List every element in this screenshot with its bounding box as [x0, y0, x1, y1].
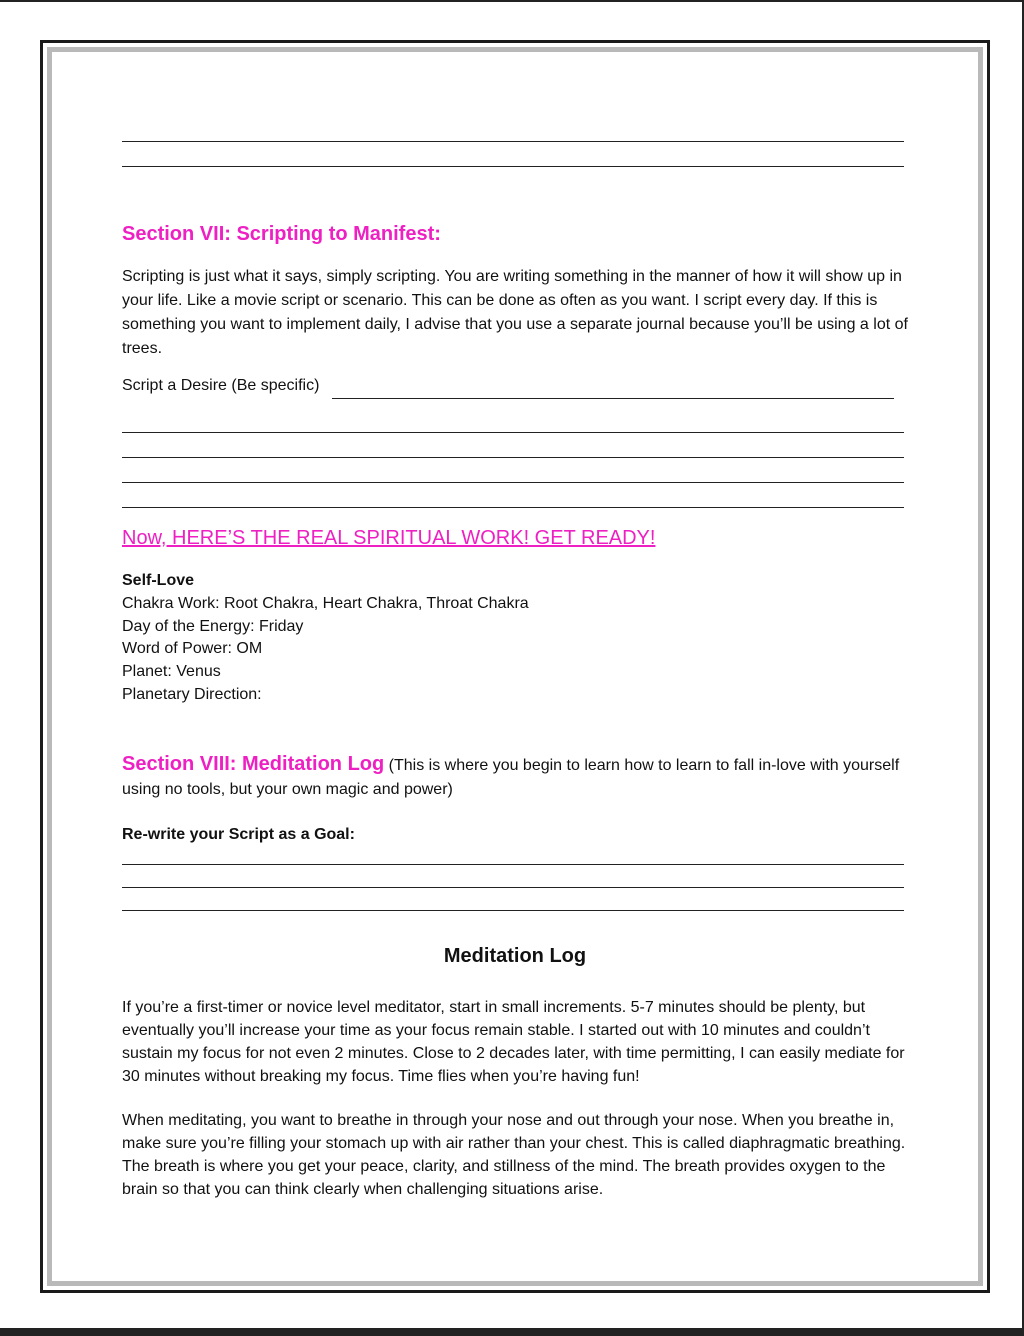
writing-line[interactable] [122, 910, 904, 911]
section-8-heading: Section VIII: Meditation Log [122, 753, 385, 775]
spiritual-work-heading-text: Now, HERE’S THE REAL SPIRITUAL WORK! GET READY! [122, 527, 656, 549]
writing-line[interactable] [122, 457, 904, 458]
writing-line[interactable] [122, 432, 904, 433]
section-8-intro [122, 752, 912, 802]
self-love-attributes [122, 570, 529, 707]
planetary-direction-item: Planetary Direction: [122, 685, 262, 703]
self-love-title: Self-Love [122, 572, 195, 589]
meditation-paragraph-2: When meditating, you want to breathe in through your nose and out through your nose. When you breathe in, make sure you’re filling your stomach up with air rather than your chest. This is called diaphragmatic breathing. The breath is where you get your peace, clarity, and stillness of the mind. The breath provides oxygen to the brain so that you can think clearly when challenging situations arise. [122, 1112, 906, 1198]
spiritual-work-heading [122, 527, 655, 550]
section-7-heading: Section VII: Scripting to Manifest: [122, 223, 441, 245]
section-7-paragraph: Scripting is just what it says, simply scripting. You are writing something in the manner of how it will show up in your life. Like a movie script or scenario. This can be done as often as you want. I script every day. If this is something you want to implement daily, I advise that you use a separate journal because you’ll be using a lot of trees. [122, 268, 908, 357]
writing-line[interactable] [122, 482, 904, 483]
goal-prompt: Re-write your Script as a Goal: [122, 826, 355, 843]
writing-line[interactable] [122, 507, 904, 508]
writing-line[interactable] [122, 864, 904, 865]
planet-item: Planet: Venus [122, 663, 221, 681]
chakra-work-item: Chakra Work: Root Chakra, Heart Chakra, Throat Chakra [122, 594, 529, 612]
viewer-top-edge [0, 0, 1024, 2]
day-of-energy-item: Day of the Energy: Friday [122, 617, 304, 635]
writing-line[interactable] [122, 166, 904, 167]
meditation-paragraph-1: If you’re a first-timer or novice level meditator, start in small increments. 5-7 minutes should be plenty, but eventually you’ll increase your time as your focus remain stable. I started out with 10 minutes and couldn’t sustain my focus for not even 2 minutes. Close to 2 decades later, with time permitting, I can easily mediate for 30 minutes without breaking my focus. Time flies when you’re having fun! [122, 999, 905, 1085]
writing-line[interactable] [122, 141, 904, 142]
script-desire-label: Script a Desire (Be specific) [122, 377, 320, 394]
viewer-bottom-edge [0, 1328, 1024, 1336]
meditation-log-title: Meditation Log [443, 945, 587, 967]
section-8-note: (This is where you begin to learn how to learn to fall in-love with yourself using no tools, but your own magic and power) [122, 757, 900, 798]
writing-line[interactable] [122, 887, 904, 888]
script-desire-line[interactable] [332, 398, 894, 399]
word-of-power-item: Word of Power: OM [122, 640, 263, 658]
